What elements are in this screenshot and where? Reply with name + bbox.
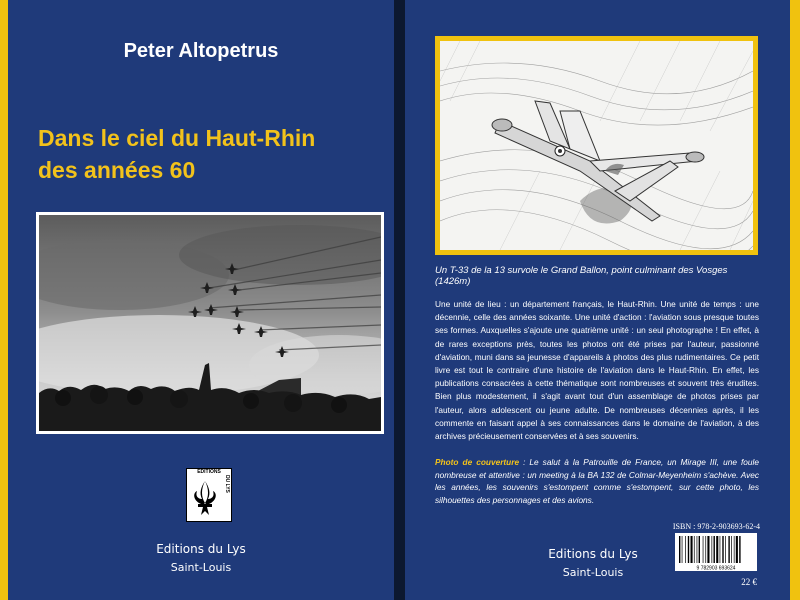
front-cover (8, 0, 394, 600)
sketch-caption: Un T-33 de la 13 survole le Grand Ballon, point culminant des Vosges (1426m) (435, 265, 728, 287)
spine-gap (394, 0, 405, 600)
cover-photo (39, 215, 381, 431)
back-cover (405, 0, 790, 600)
back-cover-edge (790, 0, 800, 600)
back-city: Saint-Louis (562, 566, 624, 579)
publisher-logo (186, 468, 232, 522)
isbn: ISBN : 978-2-903693-62-4 (672, 522, 760, 531)
back-publisher: Editions du Lys (548, 547, 638, 561)
cover-photo-note-lead: Photo de couverture (435, 457, 520, 467)
book-title-line-2: des années 60 (38, 157, 196, 183)
cover-photo-note-text: : Le salut à la Patrouille de France, un Mirage III, une foule nombreuse et attentive : un meeting à la BA 132 de Colmar-Meyenheim s'achève. Avec les années, les souvenirs s'estompent comme s'estompent, sur cette photo, les silhouettes des personnages et des avions. (435, 457, 759, 505)
logo-text-du-lys: DU LYS (224, 475, 230, 493)
front-publisher: Editions du Lys (156, 542, 246, 556)
author-name: Peter Altopetrus (123, 40, 279, 62)
fleur-de-lys-icon (187, 469, 231, 521)
cover-photo-frame (36, 212, 384, 434)
sketch-frame (435, 36, 758, 255)
book-title-line-1: Dans le ciel du Haut-Rhin (38, 125, 316, 151)
front-city: Saint-Louis (170, 561, 232, 574)
cover-photo-note (435, 456, 759, 506)
book-title (38, 122, 378, 186)
price: 22 € (741, 577, 757, 587)
front-cover-edge (0, 0, 8, 600)
logo-text-editions: EDITIONS (197, 469, 221, 475)
barcode-digits-layer (675, 533, 757, 571)
t33-sketch-illustration (440, 41, 753, 250)
barcode-digits: 9 782903 693624 (696, 565, 736, 571)
barcode (675, 533, 757, 571)
back-cover-blurb: Une unité de lieu : un département français, le Haut-Rhin. Une unité de temps : une décennie, celle des années soixante. Une unité d'action : l'aviation sous presque toutes ses formes. Auxquelles s'ajoute une quatrième unité : un seul photographe ! En effet, à de rares exceptions près, toutes les photos ont été prises par l'auteur, passionné d'aviation, muni dans sa jeunesse d'appareils à photos des plus rudimentaires. Ce petit livre est tout le contraire d'une histoire de l'aviation dans le Haut-Rhin. En effet, les publications consacrées à cette thématique sont nombreuses et souvent très érudites. Bien plus modestement, il s'agit avant tout d'un assemblage de photos prises par l'auteur, alors adolescent ou jeune adulte. De nombreuses décennies après, il les commente en faisant appel à ses connaissances dans le domaine de l'aviation, à des archives précieusement conservées et à ses souvenirs. (435, 299, 759, 442)
